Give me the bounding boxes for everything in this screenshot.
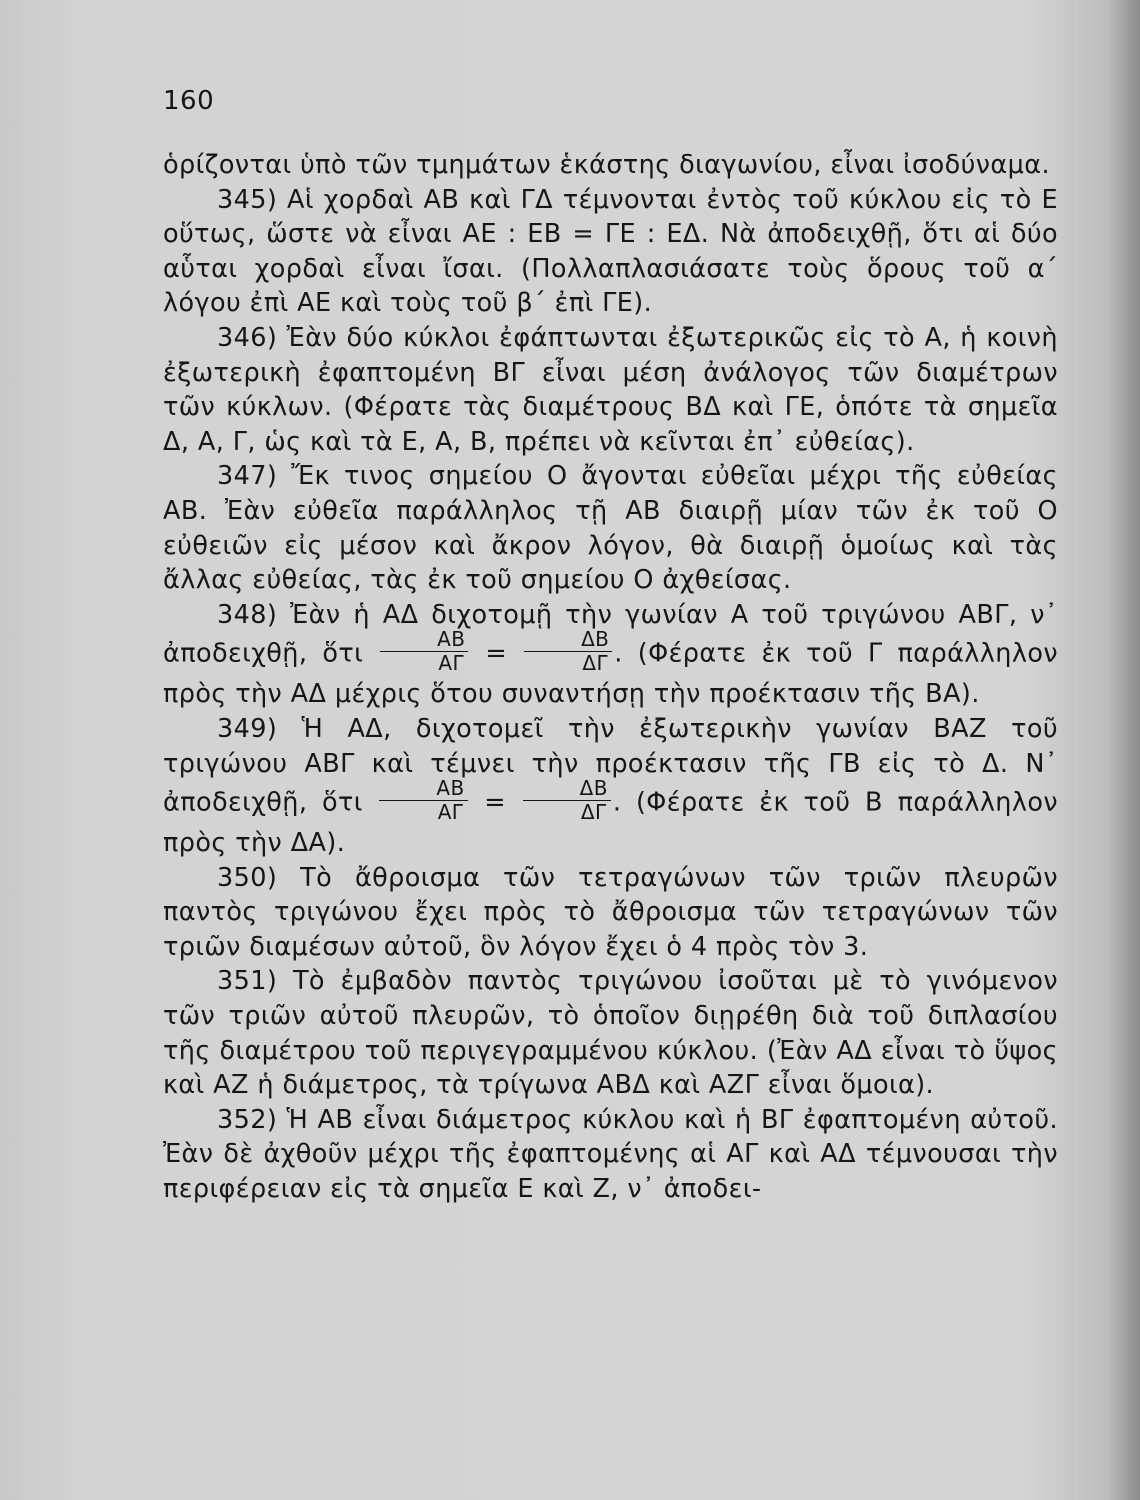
fraction-db-dg: $\frac{\Delta B}{\Delta\Gamma}$: [524, 629, 612, 674]
page-number: 160: [163, 86, 215, 116]
exercise-349: [163, 712, 1058, 861]
exercise-348: [163, 598, 1058, 712]
fraction-db-dg: $\frac{\Delta B}{\Delta\Gamma}$: [523, 778, 611, 823]
page-text: [163, 148, 1058, 1207]
exercise-348-hint: . (Φέρατε ἐκ τοῦ Γ παράλληλον πρὸς τὴν ΑΔ μέχρις ὅτου συναντήσῃ τὴν προέκτασιν τῆς ΒΑ).: [163, 638, 1058, 710]
exercise-349-hint: . (Φέρατε ἐκ τοῦ Β παράλληλον πρὸς τὴν ΔΑ).: [163, 787, 1059, 859]
equals-sign: =: [484, 787, 507, 818]
exercise-348-text: 348) Ἐὰν ἡ ΑΔ διχοτομῇ τὴν γωνίαν Α τοῦ τριγώνου ΑΒΓ, ν᾽ ἀποδειχθῇ, ὅτι: [163, 599, 1058, 669]
exercise-349-text: 349) Ἡ ΑΔ, διχοτομεῖ τὴν ἐξωτερικὴν γωνίαν ΒΑΖ τοῦ τριγώνου ΑΒΓ καὶ τέμνει τὴν προέκτασιν τῆς ΓΒ εἰς τὸ Δ. Ν᾽ ἀποδειχθῇ, ὅτι: [163, 713, 1058, 818]
fraction-ab-ag: $\frac{AB}{A\Gamma}$: [379, 778, 467, 823]
exercise-346: 346) Ἐὰν δύο κύκλοι ἐφάπτωνται ἐξωτερικῶς εἰς τὸ Α, ἡ κοινὴ ἐξωτερικὴ ἐφαπτομένη ΒΓ εἶναι μέση ἀνάλογος τῶν διαμέτρων τῶν κύκλων. (Φέρατε τὰς διαμέτρους ΒΔ καὶ ΓΕ, ὁπότε τὰ σημεῖα Δ, Α, Γ, ὡς καὶ τὰ Ε, Α, Β, πρέπει νὰ κεῖνται ἐπ᾽ εὐθείας).: [163, 322, 1058, 457]
exercise-345: 345) Αἱ χορδαὶ ΑΒ καὶ ΓΔ τέμνονται ἐντὸς τοῦ κύκλου εἰς τὸ Ε οὕτως, ὥστε νὰ εἶναι ΑΕ : ΕΒ = ΓΕ : ΕΔ. Νὰ ἀποδειχθῇ, ὅτι αἱ δύο αὗται χορδαὶ εἶναι ἴσαι. (Πολλαπλασιάσατε τοὺς ὅρους τοῦ α΄ λόγου ἐπὶ ΑΕ καὶ τοὺς τοῦ β΄ ἐπὶ ΓΕ).: [163, 184, 1058, 319]
equals-sign: =: [485, 638, 508, 669]
exercise-351: 351) Τὸ ἐμβαδὸν παντὸς τριγώνου ἰσοῦται μὲ τὸ γινόμενον τῶν τριῶν αὐτοῦ πλευρῶν, τὸ ὁποῖον διῃρέθη διὰ τοῦ διπλασίου τῆς διαμέτρου τοῦ περιγεγραμμένου κύκλου. (Ἐὰν ΑΔ εἶναι τὸ ὕψος καὶ ΑΖ ἡ διάμετρος, τὰ τρίγωνα ΑΒΔ καὶ ΑΖΓ εἶναι ὅμοια).: [163, 966, 1058, 1101]
paragraph-continuation: ὁρίζονται ὑπὸ τῶν τμημάτων ἑκάστης διαγωνίου, εἶναι ἰσοδύναμα.: [163, 150, 1050, 180]
exercise-350: 350) Τὸ ἄθροισμα τῶν τετραγώνων τῶν τριῶν πλευρῶν παντὸς τριγώνου ἔχει πρὸς τὸ ἄθροισμα τῶν τετραγώνων τῶν τριῶν διαμέσων αὐτοῦ, ὃν λόγον ἔχει ὁ 4 πρὸς τὸν 3.: [163, 862, 1058, 962]
exercise-352: 352) Ἡ ΑΒ εἶναι διάμετρος κύκλου καὶ ἡ ΒΓ ἐφαπτομένη αὐτοῦ. Ἐὰν δὲ ἀχθοῦν μέχρι τῆς ἐφαπτομένης αἱ ΑΓ καὶ ΑΔ τέμνουσαι τὴν περιφέρειαν εἰς τὰ σημεῖα Ε καὶ Ζ, ν᾽ ἀποδει-: [163, 1104, 1058, 1205]
fraction-ab-ag: $\frac{AB}{A\Gamma}$: [380, 629, 468, 674]
exercise-347: 347) Ἔκ τινος σημείου Ο ἄγονται εὐθεῖαι μέχρι τῆς εὐθείας ΑΒ. Ἐὰν εὐθεῖα παράλληλος τῇ ΑΒ διαιρῇ μίαν τῶν ἐκ τοῦ Ο εὐθειῶν εἰς μέσον καὶ ἄκρον λόγον, θὰ διαιρῇ ὁμοίως καὶ τὰς ἄλλας εὐθείας, τὰς ἐκ τοῦ σημείου Ο ἀχθείσας.: [163, 461, 1058, 596]
